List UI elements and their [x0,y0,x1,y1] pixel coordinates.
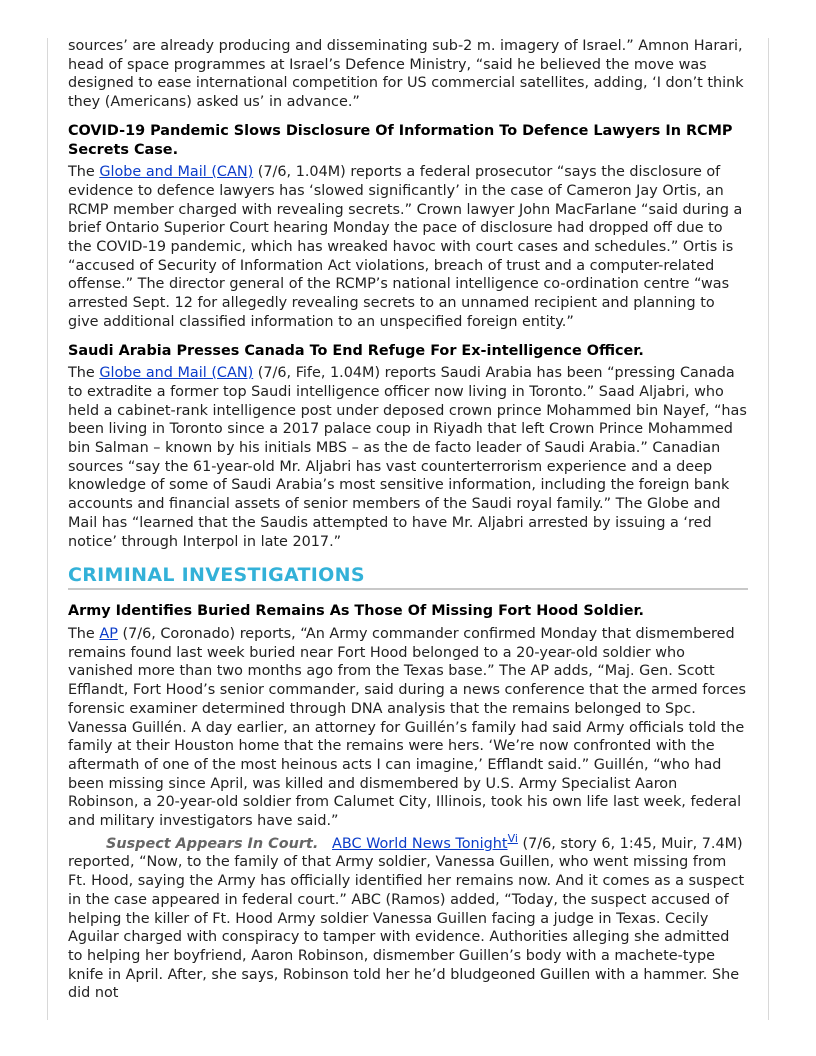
video-icon-link[interactable]: Vi [507,831,518,845]
left-margin-rule [47,38,48,1020]
story-fort-hood [68,602,748,1003]
newsletter-body [68,37,748,1003]
source-link-globe-and-mail[interactable]: Globe and Mail (CAN) [99,365,254,382]
story-rcmp-secrets [68,122,748,332]
source-link-ap[interactable]: AP [99,625,118,642]
story-paragraph [68,625,748,831]
story-body: (7/6, 1.04M) reports a federal prosecutor “says the disclosure of evidence to defence lawyers has ‘slowed significantly’ in the case of Cameron Jay Ortis, an RCMP member charged with revealing secrets.” Crown lawyer John MacFarlane “said during a brief Ontario Superior Court hearing Monday the pace of disclosure had dropped off due to the COVID-19 pandemic, which has wreaked havoc with court cases and schedules.” Ortis is “accused of Security of Information Act violations, breach of trust and a computer-related offense.” The director general of the RCMP’s national intelligence co-ordination centre “was arrested Sept. 12 for allegedly revealing secrets to an unnamed recipient and planning to give additional classified information to an unspecified foreign entity.” [68,164,743,330]
story-paragraph [68,163,748,331]
story-saudi-arabia [68,342,748,552]
sub-story-headline: Suspect Appears In Court. [106,835,319,852]
story-body: (7/6, Fife, 1.04M) reports Saudi Arabia has been “pressing Canada to extradite a former top Saudi intelligence officer now living in Toronto.” Saad Aljabri, who held a cabinet-rank intelligence post under deposed crown prince Mohammed bin Nayef, “has been living in Toronto since a 2017 palace coup in Riyadh that left Crown Prince Mohammed bin Salman – known by his initials MBS – as the de facto leader of Saudi Arabia.” Canadian sources “say the 61-year-old Mr. Aljabri has vast counterterrorism experience and a deep knowledge of some of Saudi Arabia’s most sensitive information, including the foreign bank accounts and financial assets of senior members of the Saudi royal family.” The Globe and Mail has “learned that the Saudis attempted to have Mr. Aljabri arrested by issuing a ‘red notice’ through Interpol in late 2017.” [68,365,747,550]
sub-story-paragraph [68,831,748,1003]
story-lead: The [68,625,100,642]
story-headline: Saudi Arabia Presses Canada To End Refuge For Ex-intelligence Officer. [68,342,644,359]
story-body: (7/6, story 6, 1:45, Muir, 7.4M) reported, “Now, to the family of that Army soldier, Vanessa Guillen, who went missing from Ft. Hood, saying the Army has officially identified her remains now. And it comes as a suspect in the case appeared in federal court.” ABC (Ramos) added, “Today, the suspect accused of helping the killer of Ft. Hood Army soldier Vanessa Guillen facing a judge in Texas. Cecily Aguilar charged with conspiracy to tamper with evidence. Authorities alleging she admitted to helping her boyfriend, Aaron Robinson, dismember Guillen’s body with a machete-type knife in April. After, she says, Robinson told her he’d bludgeoned Guillen with a hammer. She did not [68,835,745,1002]
source-link-abc-world-news[interactable]: ABC World News Tonight [332,835,508,852]
story-lead: The [68,365,100,382]
section-title-criminal-investigations: CRIMINAL INVESTIGATIONS [68,563,748,590]
source-link-globe-and-mail[interactable]: Globe and Mail (CAN) [99,164,254,181]
story-paragraph [68,364,748,551]
intro-paragraph: sources’ are already producing and disseminating sub-2 m. imagery of Israel.” Amnon Harari, head of space programmes at Israel’s Defence Ministry, “said he believed the move was designed to ease international competition for US commercial satellites, adding, ‘I don’t think they (Americans) asked us’ in advance.” [68,38,744,111]
story-body: (7/6, Coronado) reports, “An Army commander confirmed Monday that dismembered remains found last week buried near Fort Hood belonged to a 20-year-old soldier who vanished more than two months ago from the Texas base.” The AP adds, “Maj. Gen. Scott Efflandt, Fort Hood’s senior commander, said during a news conference that the armed forces forensic examiner determined through DNA analysis that the remains belonged to Spc. Vanessa Guillén. A day earlier, an attorney for Guillén’s family had said Army officials told the family at their Houston home that the remains were hers. ‘We’re now confronted with the aftermath of one of the most heinous acts I can imagine,’ Efflandt said.” Guillén, “who had been missing since April, was killed and dismembered by U.S. Army Specialist Aaron Robinson, a 20-year-old soldier from Calumet City, Illinois, took his own life last week, federal and military investigators have said.” [68,625,746,830]
story-headline: Army Identifies Buried Remains As Those Of Missing Fort Hood Soldier. [68,603,645,620]
story-lead: The [68,164,100,181]
story-headline: COVID-19 Pandemic Slows Disclosure Of Information To Defence Lawyers In RCMP Secrets Case. [68,122,733,158]
right-margin-rule [768,38,769,1020]
